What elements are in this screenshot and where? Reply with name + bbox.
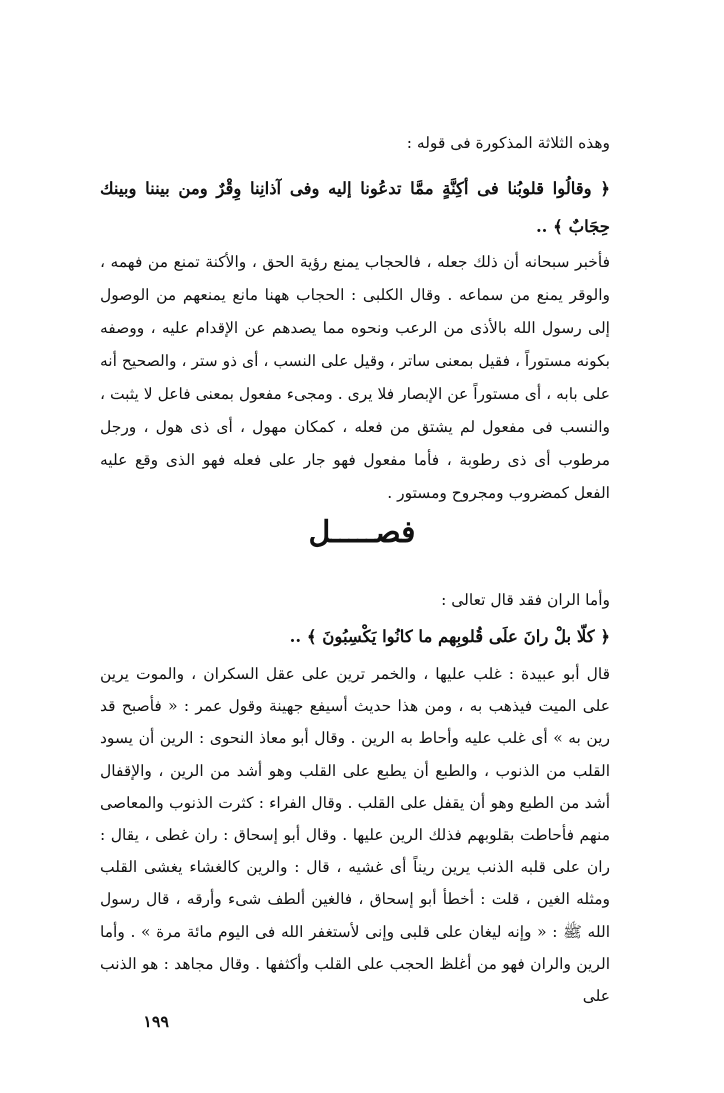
- intro-line-2: وأما الران فقد قال تعالى :: [441, 591, 610, 609]
- quran-verse-2: ﴿ كلّا بلْ رانَ علَى قُلوبِهم ما كانُوا يَكْسِبُونَ ﴾ ..: [289, 627, 610, 646]
- page-number: ١٩٩: [143, 1012, 169, 1031]
- section-heading: فصـــــل: [308, 515, 416, 550]
- quran-verse-1: ﴿ وقالُوا قلوبُنا فى أكِنَّةٍ ممَّا تدعُونا إليه وفى آذانِنا وِقْرٌ ومن بيننا وبينك حِجَابٌ ﴾ ..: [100, 179, 610, 236]
- intro-line-1: وهذه الثلاثة المذكورة فى قوله :: [406, 134, 610, 152]
- paragraph-2: قال أبو عبيدة : غلب عليها ، والخمر ترين على عقل السكران ، والموت يرين على الميت فيذهب به ، ومن هذا حديث أسيفع جهينة وقول عمر : « فأصبح قد رين به » أى غلب عليه وأحاط به الرين . وقال أبو معاذ النحوى : الرين أن يسود القلب من الذنوب ، والطبع أن يطبع على القلب وهو أشد من الرين ، والإقفال أشد من الطبع وهو أن يقفل على القلب . وقال الفراء : كثرت الذنوب والمعاصى منهم فأحاطت بقلوبهم فذلك الرين عليها . وقال أبو إسحاق : ران غطى ، يقال : ران على قلبه الذنب يرين ريناً أى غشيه ، قال : والرين كالغشاء يغشى القلب ومثله الغين ، قلت : أخطأ أبو إسحاق ، فالغين ألطف شىء وأرقه ، قال رسول الله ﷺ : « وإنه ليغان على قلبى وإنى لأستغفر الله فى اليوم مائة مرة » . وأما الرين والران فهو من أغلظ الحجب على القلب وأكثفها . وقال مجاهد : هو الذنب على: [100, 665, 610, 1006]
- paragraph-1: فأخبر سبحانه أن ذلك جعله ، فالحجاب يمنع رؤية الحق ، والأكنة تمنع من فهمه ، والوقر يمنع من سماعه . وقال الكلبى : الحجاب ههنا مانع يمنعهم من الوصول إلى رسول الله بالأذى من الرعب ونحوه مما يصدهم عن الإقدام عليه ، ووصفه بكونه مستوراً ، فقيل بمعنى ساتر ، وقيل على النسب ، أى ذو ستر ، والصحيح أنه على بابه ، أى مستوراً عن الإبصار فلا يرى . ومجىء مفعول بمعنى فاعل لا يثبت ، والنسب فى مفعول لم يشتق من فعله ، كمكان مهول ، أى ذى هول ، ورجل مرطوب أى ذى رطوبة ، فأما مفعول فهو جار على فعله فهو الذى وقع عليه الفعل كمضروب ومجروح ومستور .: [100, 253, 610, 502]
